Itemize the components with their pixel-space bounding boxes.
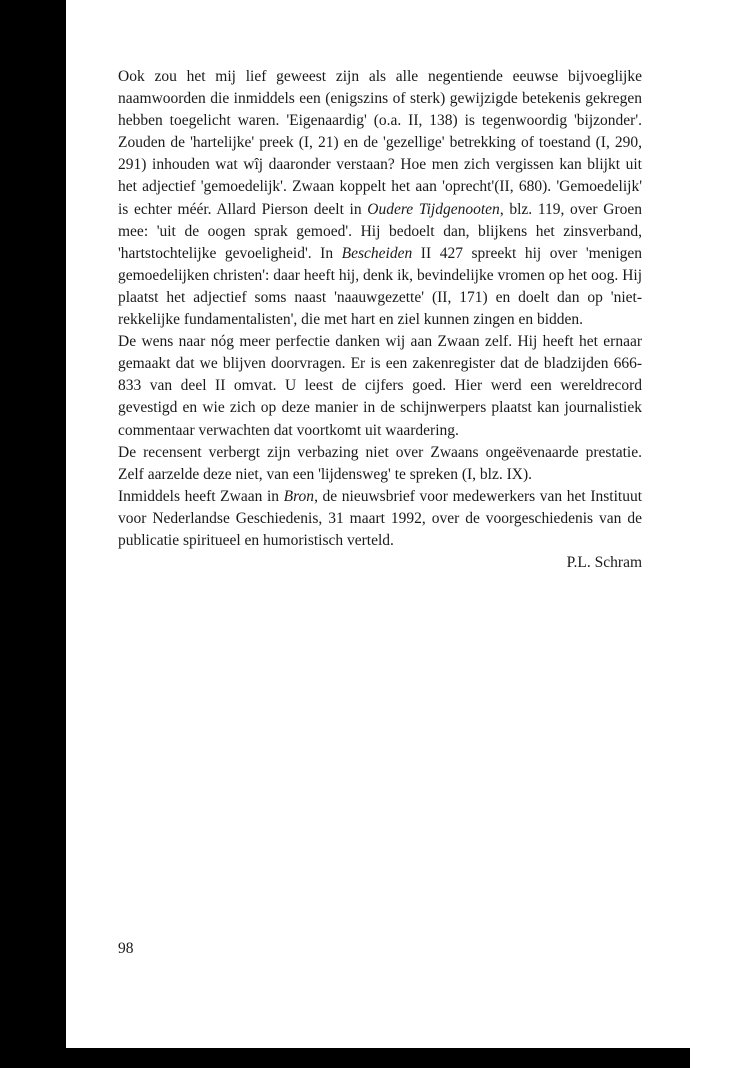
- text-run: De wens naar nóg meer perfectie danken wij aan Zwaan zelf. Hij heeft het ernaar gemaakt dat we blijven doorvragen. Er is een zakenregister dat de bladzijden 666-833 van deel II omvat. U leest de cijfers goed. Hier werd een wereldrecord gevestigd en wie zich op deze manier in de schijnwerpers plaatst kan journalistiek commentaar verwachten dat voortkomt uit waardering.: [118, 333, 642, 439]
- text-run: , de nieuwsbrief voor medewerkers van het Instituut voor Nederlandse Geschiedenis, 31 maart 1992, over de voorgeschiedenis van de publicatie spiritueel en humoristisch verteld.: [118, 487, 642, 549]
- scan-left-edge: [0, 0, 66, 1068]
- italic-title: Bescheiden: [341, 244, 413, 262]
- page-number: 98: [118, 940, 134, 957]
- italic-title: Oudere Tijdgenooten: [367, 200, 500, 218]
- article-text: [118, 66, 642, 574]
- paragraph: [118, 486, 642, 552]
- text-run: Inmiddels heeft Zwaan in: [118, 487, 284, 505]
- text-run: , blz. 119, over Groen mee: 'uit de oogen sprak gemoed'. Hij bedoelt dan, blijkens het zinsverband, 'hartstochtelijke gevoeligheid'. In: [118, 200, 642, 262]
- author-signature: P.L. Schram: [566, 554, 642, 572]
- italic-title: Bron: [283, 487, 315, 505]
- text-run: II 427 spreekt hij over 'menigen gemoedelijken christen': daar heeft hij, denk ik, bevindelijke vromen op het oog. Hij plaatst het adjectief soms naast 'naauwgezette' (II, 171) en doelt dan op 'niet-rekkelijke fundamentalisten', die met hart en ziel kunnen zingen en bidden.: [118, 244, 643, 329]
- paragraph: [118, 331, 642, 441]
- paragraph: [118, 442, 642, 486]
- text-run: Ook zou het mij lief geweest zijn als alle negentiende eeuwse bijvoeglijke naamwoorden die inmiddels een (enigszins of sterk) gewijzigde betekenis gekregen hebben toegelicht waren. 'Eigenaardig' (o.a. II, 138) is tegenwoordig 'bijzonder'. Zouden de 'hartelijke' preek (I, 21) en de 'gezellige' betrekking of toestand (I, 290, 291) inhouden wat wîj daaronder verstaan? Hoe men zich vergissen kan blijkt uit het adjectief 'gemoedelijk'. Zwaan koppelt het aan 'oprecht'(II, 680). 'Gemoedelijk' is echter méér. Allard Pierson deelt in: [118, 68, 642, 218]
- scan-bottom-edge: [0, 1048, 690, 1068]
- paragraph: [118, 66, 642, 331]
- text-run: De recensent verbergt zijn verbazing niet over Zwaans ongeëvenaarde prestatie. Zelf aarzelde deze niet, van een 'lijdensweg' te spreken (I, blz. IX).: [118, 443, 642, 483]
